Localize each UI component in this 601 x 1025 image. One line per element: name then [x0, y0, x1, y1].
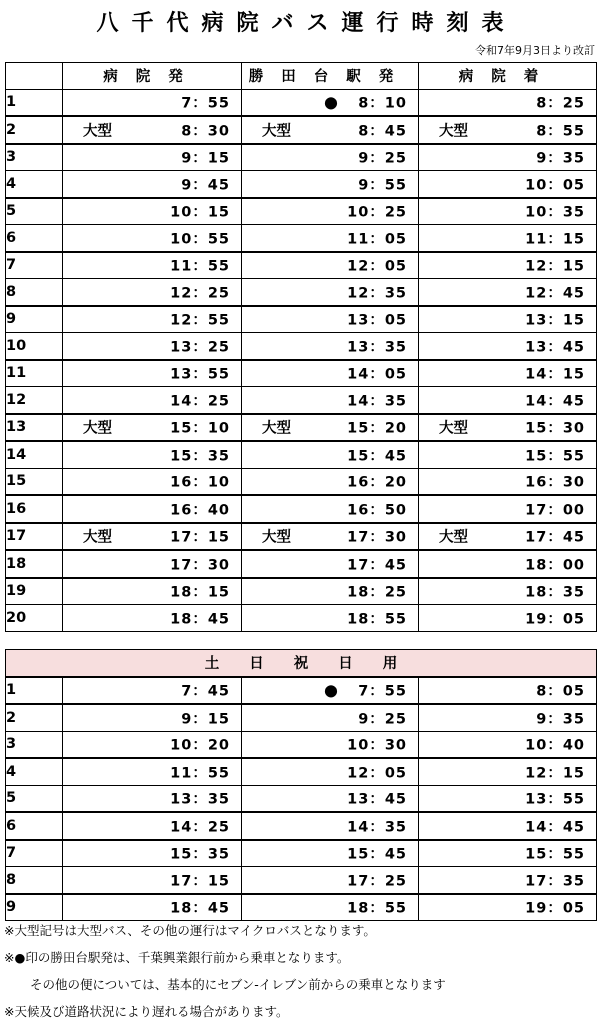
table-row	[6, 704, 597, 731]
station-departure-cell	[242, 333, 419, 360]
time-value: 19：05	[525, 611, 585, 628]
table-row	[6, 333, 597, 360]
time-value: 16：30	[525, 474, 585, 491]
time-value: 15：35	[170, 846, 230, 863]
time-value: 9：35	[536, 711, 585, 728]
hospital-arrival-cell	[419, 468, 597, 495]
time-value: 17：15	[170, 873, 230, 890]
large-bus-label: 大型	[439, 420, 468, 437]
time-value: 12：05	[347, 765, 407, 782]
station-departure-cell	[242, 677, 419, 705]
table-row	[6, 758, 597, 785]
trip-number: 15	[6, 468, 63, 495]
time-value: 18：35	[525, 584, 585, 601]
station-departure-cell	[242, 523, 419, 551]
large-bus-label: 大型	[439, 529, 468, 546]
table-row	[6, 441, 597, 468]
hospital-arrival-cell	[419, 279, 597, 306]
large-bus-label: 大型	[83, 123, 112, 140]
table-row	[6, 144, 597, 171]
hospital-departure-cell	[63, 550, 242, 578]
time-value: 13：15	[525, 312, 585, 329]
weekend-header: 土日祝日用	[6, 650, 597, 677]
boarding-marker-icon: ●	[324, 680, 338, 700]
table-row	[6, 387, 597, 414]
trip-number: 18	[6, 550, 63, 578]
hospital-arrival-cell	[419, 812, 597, 840]
time-value: 18：00	[525, 557, 585, 574]
hospital-departure-cell	[63, 225, 242, 252]
time-value: 10：15	[170, 204, 230, 221]
station-departure-cell	[242, 360, 419, 387]
time-value: 9：25	[358, 150, 407, 167]
trip-number: 5	[6, 198, 63, 225]
time-value: 10：20	[170, 737, 230, 754]
time-value: 15：30	[525, 420, 585, 437]
trip-number: 20	[6, 605, 63, 632]
time-value: 9：25	[358, 711, 407, 728]
time-value: 7：55	[358, 683, 407, 700]
hospital-departure-cell	[63, 333, 242, 360]
time-value: 13：35	[170, 791, 230, 808]
trip-number: 19	[6, 578, 63, 605]
table-row	[6, 677, 597, 705]
trip-number: 3	[6, 144, 63, 171]
trip-number: 6	[6, 225, 63, 252]
time-value: 14：15	[525, 366, 585, 383]
trip-number: 7	[6, 252, 63, 279]
large-bus-label: 大型	[262, 529, 291, 546]
large-bus-label: 大型	[262, 420, 291, 437]
trip-number: 4	[6, 171, 63, 198]
hospital-arrival-cell	[419, 523, 597, 551]
trip-number: 2	[6, 116, 63, 144]
table-row	[6, 550, 597, 578]
table-row	[6, 198, 597, 225]
time-value: 13：05	[347, 312, 407, 329]
time-value: 18：55	[347, 900, 407, 917]
time-value: 15：35	[170, 448, 230, 465]
hospital-arrival-cell	[419, 171, 597, 198]
hospital-arrival-cell	[419, 605, 597, 632]
hospital-departure-cell	[63, 441, 242, 468]
hospital-arrival-cell	[419, 360, 597, 387]
trip-number: 14	[6, 441, 63, 468]
time-value: 8：45	[358, 123, 407, 140]
hospital-departure-cell	[63, 758, 242, 785]
weekend-timetable	[5, 649, 597, 921]
hospital-arrival-cell	[419, 414, 597, 442]
revision-date: 令和7年9月3日より改訂	[475, 44, 595, 57]
hospital-departure-cell	[63, 198, 242, 225]
hospital-departure-cell	[63, 704, 242, 731]
station-departure-cell	[242, 731, 419, 758]
station-departure-cell	[242, 550, 419, 578]
station-departure-cell	[242, 225, 419, 252]
note-other-stop: その他の便については、基本的にセブン-イレブン前からの乗車となります	[30, 977, 446, 992]
hospital-arrival-cell	[419, 578, 597, 605]
station-departure-cell	[242, 441, 419, 468]
table-row	[6, 306, 597, 333]
station-departure-cell	[242, 387, 419, 414]
weekend-header-row	[6, 650, 597, 677]
table-row	[6, 116, 597, 144]
time-value: 9：35	[536, 150, 585, 167]
station-departure-cell	[242, 144, 419, 171]
time-value: 8：10	[358, 95, 407, 112]
trip-number: 2	[6, 704, 63, 731]
trip-number: 8	[6, 867, 63, 894]
time-value: 18：45	[170, 611, 230, 628]
time-value: 11：15	[525, 231, 585, 248]
hospital-arrival-cell	[419, 333, 597, 360]
time-value: 17：15	[170, 529, 230, 546]
hospital-departure-cell	[63, 605, 242, 632]
table-row	[6, 171, 597, 198]
time-value: 13：35	[347, 339, 407, 356]
time-value: 16：10	[170, 474, 230, 491]
hospital-departure-cell	[63, 495, 242, 523]
large-bus-label: 大型	[439, 123, 468, 140]
hospital-departure-cell	[63, 116, 242, 144]
station-departure-cell	[242, 605, 419, 632]
time-value: 8：30	[181, 123, 230, 140]
time-value: 17：30	[347, 529, 407, 546]
time-value: 17：45	[525, 529, 585, 546]
trip-number: 16	[6, 495, 63, 523]
note-large-bus: ※大型記号は大型バス、その他の運行はマイクロバスとなります。	[4, 923, 376, 938]
time-value: 14：45	[525, 819, 585, 836]
large-bus-label: 大型	[83, 420, 112, 437]
hospital-departure-cell	[63, 171, 242, 198]
station-departure-cell	[242, 89, 419, 116]
header-hospital-departure: 病院発	[63, 63, 242, 90]
time-value: 13：55	[525, 791, 585, 808]
note-dot-stop: ※●印の勝田台駅発は、千葉興業銀行前から乗車となります。	[4, 950, 350, 965]
time-value: 15：45	[347, 846, 407, 863]
time-value: 10：25	[347, 204, 407, 221]
hospital-arrival-cell	[419, 550, 597, 578]
time-value: 10：55	[170, 231, 230, 248]
time-value: 18：45	[170, 900, 230, 917]
trip-number: 3	[6, 731, 63, 758]
time-value: 12：15	[525, 765, 585, 782]
trip-number: 4	[6, 758, 63, 785]
station-departure-cell	[242, 198, 419, 225]
trip-number: 9	[6, 306, 63, 333]
time-value: 7：55	[181, 95, 230, 112]
table-row	[6, 785, 597, 812]
hospital-arrival-cell	[419, 198, 597, 225]
hospital-departure-cell	[63, 578, 242, 605]
time-value: 14：35	[347, 819, 407, 836]
hospital-arrival-cell	[419, 867, 597, 894]
hospital-departure-cell	[63, 468, 242, 495]
table-row	[6, 523, 597, 551]
trip-number: 10	[6, 333, 63, 360]
trip-number: 1	[6, 677, 63, 705]
table-row	[6, 225, 597, 252]
header-station-departure: 勝田台駅発	[242, 63, 419, 90]
station-departure-cell	[242, 704, 419, 731]
time-value: 14：35	[347, 393, 407, 410]
hospital-departure-cell	[63, 677, 242, 705]
time-value: 18：15	[170, 584, 230, 601]
time-value: 8：05	[536, 683, 585, 700]
note-delay: ※天候及び道路状況により遅れる場合があります。	[4, 1004, 289, 1019]
time-value: 17：45	[347, 557, 407, 574]
large-bus-label: 大型	[262, 123, 291, 140]
table-row	[6, 252, 597, 279]
station-departure-cell	[242, 785, 419, 812]
time-value: 15：45	[347, 448, 407, 465]
trip-number: 1	[6, 89, 63, 116]
time-value: 13：45	[525, 339, 585, 356]
station-departure-cell	[242, 578, 419, 605]
time-value: 10：35	[525, 204, 585, 221]
hospital-departure-cell	[63, 867, 242, 894]
time-value: 15：55	[525, 448, 585, 465]
page-title: 八千代病院バス運行時刻表	[96, 11, 517, 36]
hospital-departure-cell	[63, 306, 242, 333]
time-value: 14：45	[525, 393, 585, 410]
time-value: 9：15	[181, 150, 230, 167]
hospital-arrival-cell	[419, 144, 597, 171]
table-row	[6, 495, 597, 523]
station-departure-cell	[242, 812, 419, 840]
station-departure-cell	[242, 252, 419, 279]
time-value: 8：25	[536, 95, 585, 112]
hospital-arrival-cell	[419, 704, 597, 731]
table-row	[6, 89, 597, 116]
station-departure-cell	[242, 171, 419, 198]
time-value: 12：35	[347, 285, 407, 302]
time-value: 15：10	[170, 420, 230, 437]
time-value: 9：45	[181, 177, 230, 194]
hospital-arrival-cell	[419, 441, 597, 468]
table-row	[6, 812, 597, 840]
time-value: 14：25	[170, 393, 230, 410]
time-value: 14：25	[170, 819, 230, 836]
table-row	[6, 468, 597, 495]
trip-number: 12	[6, 387, 63, 414]
trip-number: 8	[6, 279, 63, 306]
weekday-header-row	[6, 63, 597, 90]
time-value: 12：45	[525, 285, 585, 302]
hospital-departure-cell	[63, 840, 242, 867]
table-row	[6, 360, 597, 387]
time-value: 8：55	[536, 123, 585, 140]
hospital-arrival-cell	[419, 758, 597, 785]
trip-number: 9	[6, 894, 63, 921]
station-departure-cell	[242, 414, 419, 442]
hospital-arrival-cell	[419, 252, 597, 279]
table-row	[6, 867, 597, 894]
time-value: 16：20	[347, 474, 407, 491]
hospital-departure-cell	[63, 89, 242, 116]
time-value: 12：55	[170, 312, 230, 329]
time-value: 11：55	[170, 258, 230, 275]
hospital-arrival-cell	[419, 731, 597, 758]
hospital-departure-cell	[63, 279, 242, 306]
time-value: 11：05	[347, 231, 407, 248]
time-value: 15：55	[525, 846, 585, 863]
notes	[4, 917, 446, 1025]
station-departure-cell	[242, 867, 419, 894]
time-value: 9：55	[358, 177, 407, 194]
large-bus-label: 大型	[83, 529, 112, 546]
table-row	[6, 578, 597, 605]
trip-number: 17	[6, 523, 63, 551]
table-row	[6, 279, 597, 306]
time-value: 10：30	[347, 737, 407, 754]
hospital-departure-cell	[63, 414, 242, 442]
hospital-arrival-cell	[419, 116, 597, 144]
hospital-arrival-cell	[419, 387, 597, 414]
hospital-departure-cell	[63, 812, 242, 840]
time-value: 17：25	[347, 873, 407, 890]
time-value: 17：30	[170, 557, 230, 574]
table-row	[6, 414, 597, 442]
table-row	[6, 731, 597, 758]
time-value: 18：55	[347, 611, 407, 628]
station-departure-cell	[242, 468, 419, 495]
time-value: 18：25	[347, 584, 407, 601]
time-value: 16：40	[170, 502, 230, 519]
time-value: 15：20	[347, 420, 407, 437]
hospital-departure-cell	[63, 360, 242, 387]
hospital-arrival-cell	[419, 495, 597, 523]
hospital-departure-cell	[63, 523, 242, 551]
boarding-marker-icon: ●	[324, 92, 338, 112]
station-departure-cell	[242, 840, 419, 867]
header-hospital-arrival: 病院着	[419, 63, 597, 90]
time-value: 13：55	[170, 366, 230, 383]
hospital-arrival-cell	[419, 840, 597, 867]
time-value: 7：45	[181, 683, 230, 700]
time-value: 10：05	[525, 177, 585, 194]
time-value: 13：45	[347, 791, 407, 808]
hospital-departure-cell	[63, 387, 242, 414]
hospital-departure-cell	[63, 252, 242, 279]
time-value: 16：50	[347, 502, 407, 519]
station-departure-cell	[242, 495, 419, 523]
time-value: 17：00	[525, 502, 585, 519]
station-departure-cell	[242, 279, 419, 306]
weekday-timetable	[5, 62, 597, 632]
hospital-arrival-cell	[419, 89, 597, 116]
hospital-arrival-cell	[419, 677, 597, 705]
time-value: 12：15	[525, 258, 585, 275]
hospital-arrival-cell	[419, 306, 597, 333]
trip-number: 7	[6, 840, 63, 867]
station-departure-cell	[242, 306, 419, 333]
header-number	[6, 63, 63, 90]
hospital-departure-cell	[63, 731, 242, 758]
time-value: 19：05	[525, 900, 585, 917]
time-value: 12：25	[170, 285, 230, 302]
time-value: 12：05	[347, 258, 407, 275]
hospital-arrival-cell	[419, 225, 597, 252]
time-value: 10：40	[525, 737, 585, 754]
trip-number: 11	[6, 360, 63, 387]
trip-number: 5	[6, 785, 63, 812]
hospital-departure-cell	[63, 785, 242, 812]
time-value: 11：55	[170, 765, 230, 782]
hospital-arrival-cell	[419, 785, 597, 812]
trip-number: 6	[6, 812, 63, 840]
station-departure-cell	[242, 758, 419, 785]
table-row	[6, 840, 597, 867]
time-value: 17：35	[525, 873, 585, 890]
station-departure-cell	[242, 116, 419, 144]
trip-number: 13	[6, 414, 63, 442]
time-value: 9：15	[181, 711, 230, 728]
hospital-departure-cell	[63, 144, 242, 171]
table-row	[6, 605, 597, 632]
time-value: 13：25	[170, 339, 230, 356]
time-value: 14：05	[347, 366, 407, 383]
